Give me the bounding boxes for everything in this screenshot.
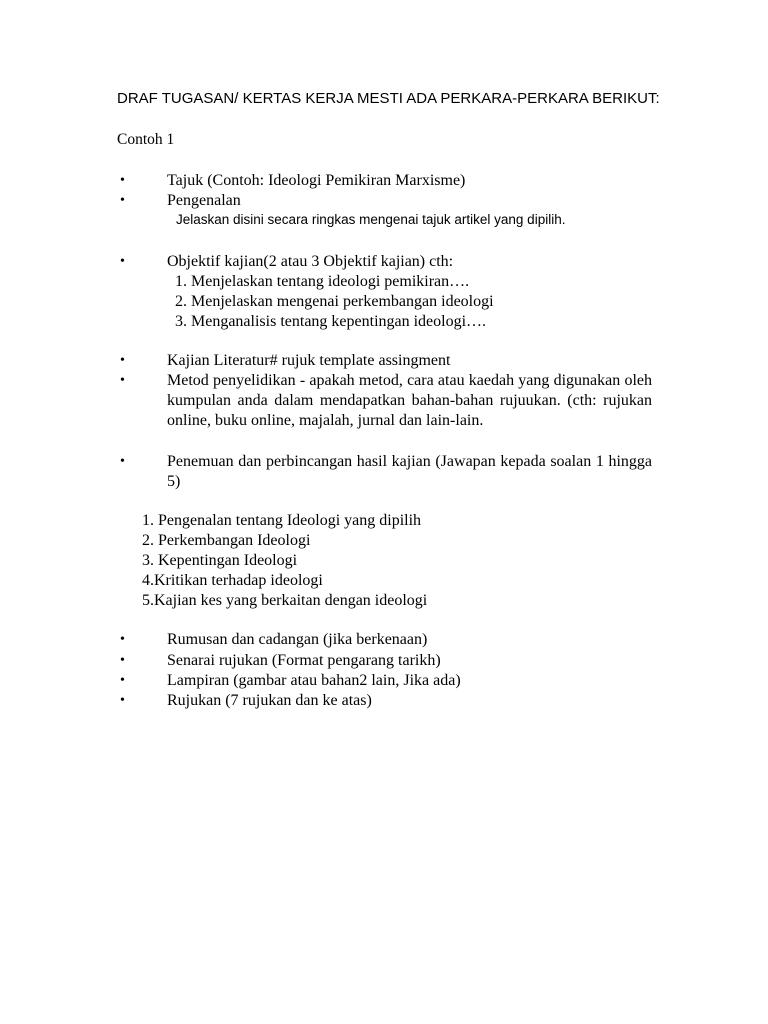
bullet-marker: • <box>120 373 125 388</box>
item-rumusan: Rumusan dan cadangan (jika berkenaan) <box>167 631 428 648</box>
objektif-list-item: 3. Menganalisis tentang kepentingan ideologi…. <box>175 313 487 330</box>
item-pengenalan: Pengenalan <box>167 192 241 209</box>
item-lampiran: Lampiran (gambar atau bahan2 lain, Jika ada) <box>167 672 461 689</box>
item-rujukan: Rujukan (7 rujukan dan ke atas) <box>167 692 372 709</box>
item-metod: Metod penyelidikan - apakah metod, cara atau kaedah yang digunakan oleh kumpulan anda dalam mendapatkan bahan-bahan rujuukan. (cth: rujukan online, buku online, majalah, jurnal dan lain-lain. <box>167 372 652 429</box>
bullet-marker: • <box>120 454 125 469</box>
bullet-marker: • <box>120 353 125 368</box>
document-heading: DRAF TUGASAN/ KERTAS KERJA MESTI ADA PERKARA-PERKARA BERIKUT: <box>117 90 660 107</box>
objektif-list-item: 2. Menjelaskan mengenai perkembangan ideologi <box>175 293 494 310</box>
item-kajian-literatur: Kajian Literatur# rujuk template assingment <box>167 352 451 369</box>
penemuan-list-item: 5.Kajian kes yang berkaitan dengan ideologi <box>142 592 428 609</box>
item-tajuk: Tajuk (Contoh: Ideologi Pemikiran Marxisme) <box>167 172 466 189</box>
bullet-marker: • <box>120 653 125 668</box>
penemuan-list-item: 3. Kepentingan Ideologi <box>142 552 298 569</box>
penemuan-list-item: 4.Kritikan terhadap ideologi <box>142 572 323 589</box>
bullet-marker: • <box>120 254 125 269</box>
item-objektif: Objektif kajian(2 atau 3 Objektif kajian) cth: <box>167 253 454 270</box>
bullet-marker: • <box>120 173 125 188</box>
item-senarai-rujukan: Senarai rujukan (Format pengarang tarikh) <box>167 652 441 669</box>
example-subheading: Contoh 1 <box>117 131 175 148</box>
bullet-marker: • <box>120 673 125 688</box>
penemuan-list-item: 1. Pengenalan tentang Ideologi yang dipilih <box>142 512 422 529</box>
bullet-marker: • <box>120 632 125 647</box>
objektif-list-item: 1. Menjelaskan tentang ideologi pemikiran…. <box>175 273 470 290</box>
item-penemuan: Penemuan dan perbincangan hasil kajian (Jawapan kepada soalan 1 hingga 5) <box>167 453 652 490</box>
bullet-marker: • <box>120 193 125 208</box>
bullet-marker: • <box>120 693 125 708</box>
penemuan-list-item: 2. Perkembangan Ideologi <box>142 532 311 549</box>
pengenalan-note: Jelaskan disini secara ringkas mengenai tajuk artikel yang dipilih. <box>176 212 566 227</box>
